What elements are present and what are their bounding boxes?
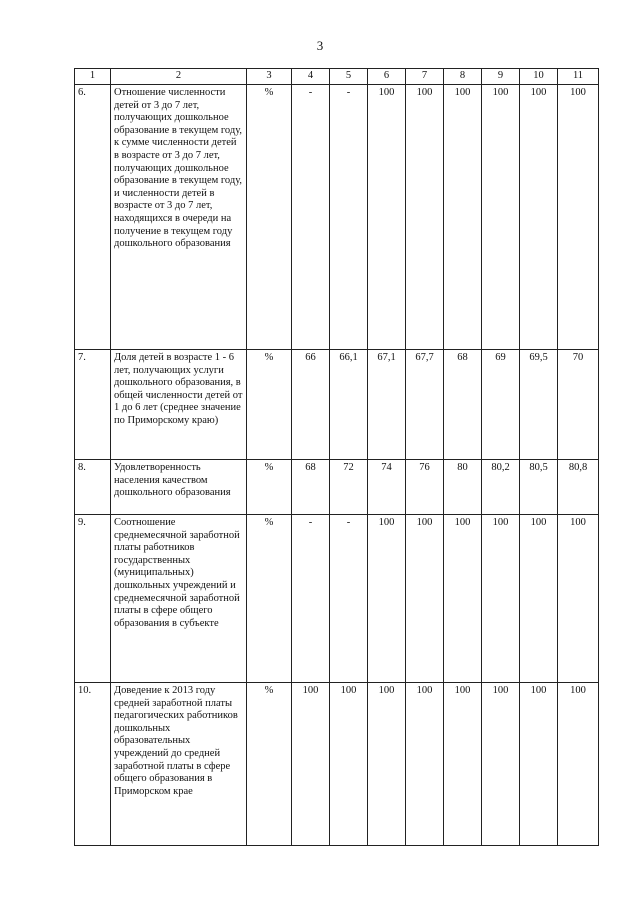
- row-number: 10.: [75, 683, 111, 846]
- table-row: [75, 85, 599, 350]
- unit-cell: %: [247, 350, 292, 460]
- indicator-name: Отношение численности детей от 3 до 7 лет, получающих дошкольное образование в текущем году, к сумме численности детей в возрасте от 3 до 7 лет, получающих дошкольное образование в текущем году, и численности детей в возрасте от 3 до 7 лет, находящихся в очереди на получение в текущем году дошкольного образования: [111, 85, 247, 350]
- indicator-name: Соотношение среднемесячной заработной платы работников государственных (муниципальных) дошкольных учреждений и среднемесячной заработной платы в сфере общего образования в субъекте: [111, 515, 247, 683]
- unit-cell: %: [247, 515, 292, 683]
- value-cell: -: [330, 85, 368, 350]
- value-cell: 100: [406, 515, 444, 683]
- value-cell: 100: [558, 683, 599, 846]
- value-cell: 100: [368, 85, 406, 350]
- value-cell: 100: [482, 683, 520, 846]
- unit-cell: %: [247, 85, 292, 350]
- table-row: [75, 350, 599, 460]
- value-cell: 100: [330, 683, 368, 846]
- row-number: 9.: [75, 515, 111, 683]
- table-row: [75, 460, 599, 515]
- header-cell: 10: [520, 69, 558, 85]
- value-cell: 80,8: [558, 460, 599, 515]
- value-cell: 100: [558, 85, 599, 350]
- page-number: 3: [316, 38, 324, 53]
- value-cell: 68: [444, 350, 482, 460]
- value-cell: 80: [444, 460, 482, 515]
- value-cell: 74: [368, 460, 406, 515]
- value-cell: 100: [444, 515, 482, 683]
- value-cell: 67,1: [368, 350, 406, 460]
- indicator-name: Доведение к 2013 году средней заработной платы педагогических работников дошкольных образовательных учреждений до средней заработной платы в сфере общего образования в Приморском крае: [111, 683, 247, 846]
- value-cell: 100: [444, 683, 482, 846]
- value-cell: 76: [406, 460, 444, 515]
- value-cell: 80,5: [520, 460, 558, 515]
- header-cell: 3: [247, 69, 292, 85]
- value-cell: 100: [482, 515, 520, 683]
- header-cell: 8: [444, 69, 482, 85]
- header-cell: 6: [368, 69, 406, 85]
- value-cell: 69: [482, 350, 520, 460]
- header-cell: 1: [75, 69, 111, 85]
- header-cell: 4: [292, 69, 330, 85]
- row-number: 8.: [75, 460, 111, 515]
- value-cell: 100: [368, 515, 406, 683]
- value-cell: 69,5: [520, 350, 558, 460]
- indicator-name: Удовлетворенность населения качеством дошкольного образования: [111, 460, 247, 515]
- indicators-table: [74, 68, 599, 846]
- value-cell: 100: [520, 515, 558, 683]
- value-cell: 67,7: [406, 350, 444, 460]
- value-cell: 100: [482, 85, 520, 350]
- header-cell: 7: [406, 69, 444, 85]
- table-row: [75, 515, 599, 683]
- value-cell: 100: [520, 85, 558, 350]
- header-cell: 9: [482, 69, 520, 85]
- header-cell: 11: [558, 69, 599, 85]
- value-cell: 72: [330, 460, 368, 515]
- table-header-row: [75, 69, 599, 85]
- value-cell: 100: [558, 515, 599, 683]
- unit-cell: %: [247, 460, 292, 515]
- row-number: 7.: [75, 350, 111, 460]
- value-cell: 100: [520, 683, 558, 846]
- value-cell: -: [292, 515, 330, 683]
- header-cell: 2: [111, 69, 247, 85]
- value-cell: 68: [292, 460, 330, 515]
- value-cell: -: [330, 515, 368, 683]
- value-cell: 100: [292, 683, 330, 846]
- value-cell: 70: [558, 350, 599, 460]
- value-cell: -: [292, 85, 330, 350]
- value-cell: 80,2: [482, 460, 520, 515]
- value-cell: 66,1: [330, 350, 368, 460]
- value-cell: 100: [406, 683, 444, 846]
- unit-cell: %: [247, 683, 292, 846]
- value-cell: 100: [368, 683, 406, 846]
- value-cell: 66: [292, 350, 330, 460]
- header-cell: 5: [330, 69, 368, 85]
- value-cell: 100: [444, 85, 482, 350]
- value-cell: 100: [406, 85, 444, 350]
- indicator-name: Доля детей в возрасте 1 - 6 лет, получающих услуги дошкольного образования, в общей численности детей от 1 до 6 лет (среднее значение по Приморскому краю): [111, 350, 247, 460]
- table-row: [75, 683, 599, 846]
- row-number: 6.: [75, 85, 111, 350]
